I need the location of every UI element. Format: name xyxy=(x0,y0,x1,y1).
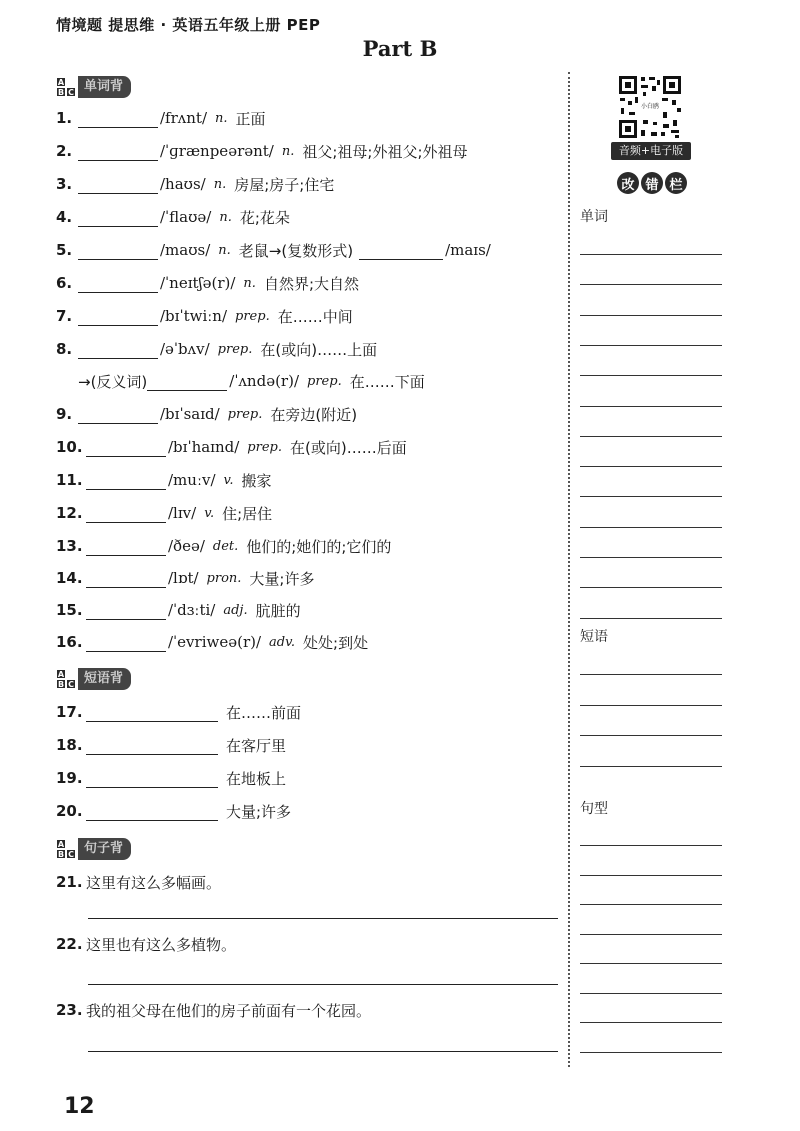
word-item-7 xyxy=(56,302,353,330)
qr-code-icon[interactable] xyxy=(617,74,683,140)
sentence-item-22 xyxy=(56,930,236,958)
meaning: 在地板上 xyxy=(226,769,287,788)
answer-blank[interactable] xyxy=(86,769,218,788)
meaning: 房屋;房子;住宅 xyxy=(234,175,335,194)
abc-letter-b: B xyxy=(57,679,65,689)
antonym-prefix: →(反义词) xyxy=(78,372,148,391)
meaning: 肮脏的 xyxy=(255,601,301,620)
phonetic: /bɪˈhaɪnd/ xyxy=(168,438,240,456)
part-of-speech: pron. xyxy=(206,570,242,586)
side-label-phrases: 短语 xyxy=(580,629,608,645)
item-number: 13. xyxy=(56,537,83,555)
item-number: 12. xyxy=(56,504,83,522)
abc-letter-c: C xyxy=(66,849,76,859)
abc-icon xyxy=(56,839,76,859)
side-label-sentences: 句型 xyxy=(580,801,608,817)
meaning: 在(或向)……后面 xyxy=(289,438,407,457)
abc-letter-a: A xyxy=(57,839,65,849)
meaning: 住;居住 xyxy=(222,504,273,523)
answer-blank[interactable] xyxy=(78,307,158,326)
item-number: 1. xyxy=(56,109,73,127)
item-number: 21. xyxy=(56,873,83,891)
phonetic: /haʊs/ xyxy=(160,175,206,193)
meaning: 搬家 xyxy=(241,471,272,490)
item-number: 7. xyxy=(56,307,73,325)
correction-title-char: 栏 xyxy=(665,172,687,194)
meaning: 在客厅里 xyxy=(226,736,287,755)
sentence-prompt: 我的祖父母在他们的房子前面有一个花园。 xyxy=(86,1001,372,1020)
phonetic: /lɪv/ xyxy=(168,504,197,522)
phonetic: /ˈɡrænpeərənt/ xyxy=(160,142,274,160)
abc-letter-b: B xyxy=(57,87,65,97)
part-of-speech: prep. xyxy=(227,406,263,422)
section-label-words: 单词背 xyxy=(78,76,131,98)
answer-blank[interactable] xyxy=(86,438,166,457)
word-item-5 xyxy=(56,236,499,264)
sentence-item-23 xyxy=(56,996,371,1024)
correction-writing-line[interactable] xyxy=(580,1052,722,1053)
item-number: 11. xyxy=(56,471,83,489)
antonym-meaning: 在……下面 xyxy=(349,372,425,391)
item-number: 20. xyxy=(56,802,83,820)
item-number: 16. xyxy=(56,633,83,651)
part-of-speech: n. xyxy=(215,110,228,126)
phonetic: /ðeə/ xyxy=(168,537,205,555)
phonetic: /əˈbʌv/ xyxy=(160,340,210,358)
item-number: 15. xyxy=(56,601,83,619)
phrase-item-19 xyxy=(56,764,286,792)
word-item-11 xyxy=(56,466,271,494)
sentence-item-21 xyxy=(56,868,221,896)
answer-blank[interactable] xyxy=(78,405,158,424)
correction-writing-line[interactable] xyxy=(580,284,722,285)
correction-writing-line[interactable] xyxy=(580,345,722,346)
phonetic: /bɪˈsaɪd/ xyxy=(160,405,220,423)
phonetic: /ˈdɜːti/ xyxy=(168,601,216,619)
answer-blank[interactable] xyxy=(86,736,218,755)
answer-blank[interactable] xyxy=(86,703,218,722)
phonetic: /maʊs/ xyxy=(160,241,211,259)
part-of-speech: n. xyxy=(213,176,227,192)
correction-writing-line[interactable] xyxy=(580,254,722,255)
part-of-speech: v. xyxy=(223,472,234,488)
phonetic: /lɒt/ xyxy=(168,569,199,587)
answer-blank[interactable] xyxy=(78,340,158,359)
part-of-speech: adv. xyxy=(269,634,296,650)
column-divider xyxy=(568,72,570,1067)
part-of-speech: prep. xyxy=(235,308,270,324)
answer-blank[interactable] xyxy=(78,142,158,161)
side-label-words: 单词 xyxy=(580,209,608,225)
correction-writing-line[interactable] xyxy=(580,436,722,437)
meaning: 正面 xyxy=(235,109,266,128)
correction-writing-line[interactable] xyxy=(580,557,722,558)
item-number: 4. xyxy=(56,208,73,226)
correction-writing-line[interactable] xyxy=(580,845,722,846)
part-of-speech: n. xyxy=(243,275,256,291)
word-item-6 xyxy=(56,269,359,297)
item-number: 23. xyxy=(56,1001,83,1019)
answer-blank[interactable] xyxy=(78,208,158,227)
meaning: 祖父;祖母;外祖父;外祖母 xyxy=(302,142,468,161)
correction-writing-line[interactable] xyxy=(580,766,722,767)
correction-writing-line[interactable] xyxy=(580,993,722,994)
correction-writing-line[interactable] xyxy=(580,735,722,736)
phrase-item-20 xyxy=(56,797,291,825)
answer-blank[interactable] xyxy=(78,274,158,293)
meaning: 他们的;她们的;它们的 xyxy=(246,537,392,556)
meaning: 自然界;大自然 xyxy=(263,274,359,293)
answer-blank[interactable] xyxy=(86,601,166,620)
page-number: 12 xyxy=(64,1094,95,1119)
plural-answer-blank[interactable] xyxy=(359,241,443,260)
item-number: 9. xyxy=(56,405,73,423)
correction-writing-line[interactable] xyxy=(580,527,722,528)
audio-ebook-label[interactable]: 音频+电子版 xyxy=(611,142,691,160)
meaning: 大量;许多 xyxy=(249,569,315,588)
answer-blank[interactable] xyxy=(86,569,166,588)
part-of-speech: n. xyxy=(281,143,295,159)
correction-writing-line[interactable] xyxy=(580,875,722,876)
correction-writing-line[interactable] xyxy=(580,315,722,316)
part-of-speech: adj. xyxy=(223,602,248,618)
phrase-item-18 xyxy=(56,731,286,759)
word-item-8 xyxy=(56,335,377,363)
item-number: 2. xyxy=(56,142,73,160)
word-item-10 xyxy=(56,433,407,461)
meaning: 大量;许多 xyxy=(226,802,292,821)
meaning: 老鼠→(复数形式) xyxy=(238,241,354,260)
page-title: Part B xyxy=(362,36,438,61)
word-item-2 xyxy=(56,137,468,165)
phonetic: /muːv/ xyxy=(168,471,216,489)
meaning: 在(或向)……上面 xyxy=(260,340,378,359)
qr-caption: 小白鸥 xyxy=(640,103,659,110)
answer-blank[interactable] xyxy=(86,802,218,821)
abc-icon xyxy=(56,669,76,689)
correction-column-title xyxy=(617,172,687,194)
correction-title-char: 改 xyxy=(617,172,639,194)
answer-blank[interactable] xyxy=(78,175,158,194)
abc-letter-b: B xyxy=(57,849,65,859)
phrase-item-17 xyxy=(56,698,301,726)
correction-writing-line[interactable] xyxy=(580,466,722,467)
abc-letter-c: C xyxy=(66,87,76,97)
part-of-speech: prep. xyxy=(247,439,282,455)
plural-phonetic: /maɪs/ xyxy=(445,241,491,259)
part-of-speech: det. xyxy=(212,538,239,554)
word-item-14 xyxy=(56,564,314,592)
section-badge-words xyxy=(56,76,131,98)
section-label-sentences: 句子背 xyxy=(78,838,131,860)
antonym-item xyxy=(78,367,425,395)
abc-letter-a: A xyxy=(57,77,65,87)
phonetic: /ˈevriweə(r)/ xyxy=(168,633,262,651)
part-of-speech: v. xyxy=(204,505,215,521)
word-item-15 xyxy=(56,596,301,624)
correction-writing-line[interactable] xyxy=(580,618,722,619)
item-number: 19. xyxy=(56,769,83,787)
item-number: 17. xyxy=(56,703,83,721)
antonym-answer-blank[interactable] xyxy=(147,372,227,391)
correction-writing-line[interactable] xyxy=(580,1022,722,1023)
word-item-9 xyxy=(56,400,357,428)
part-of-speech: n. xyxy=(219,209,232,225)
phonetic: /ˈneɪtʃə(r)/ xyxy=(160,274,236,292)
meaning: 在旁边(附近) xyxy=(270,405,358,424)
item-number: 22. xyxy=(56,935,83,953)
answer-blank[interactable] xyxy=(86,537,166,556)
abc-letter-a: A xyxy=(57,669,65,679)
sentence-answer-line-21[interactable] xyxy=(88,918,558,919)
phonetic: /ˈflaʊə/ xyxy=(160,208,212,226)
answer-blank[interactable] xyxy=(78,241,158,260)
phonetic: /frʌnt/ xyxy=(160,109,207,127)
item-number: 6. xyxy=(56,274,73,292)
correction-writing-line[interactable] xyxy=(580,587,722,588)
part-of-speech: n. xyxy=(218,242,231,258)
correction-writing-line[interactable] xyxy=(580,406,722,407)
abc-letter-c: C xyxy=(66,679,76,689)
correction-writing-line[interactable] xyxy=(580,496,722,497)
correction-writing-line[interactable] xyxy=(580,705,722,706)
correction-title-char: 错 xyxy=(641,172,663,194)
item-number: 10. xyxy=(56,438,83,456)
abc-icon xyxy=(56,77,76,97)
part-of-speech: prep. xyxy=(217,341,253,357)
sentence-prompt: 这里有这么多幅画。 xyxy=(86,873,222,892)
correction-writing-line[interactable] xyxy=(580,904,722,905)
word-item-16 xyxy=(56,628,368,656)
sentence-answer-line-22[interactable] xyxy=(88,984,558,985)
section-badge-phrases xyxy=(56,668,131,690)
word-item-1 xyxy=(56,104,266,132)
word-item-3 xyxy=(56,170,334,198)
phonetic: /bɪˈtwiːn/ xyxy=(160,307,228,325)
sentence-prompt: 这里也有这么多植物。 xyxy=(86,935,237,954)
word-item-4 xyxy=(56,203,290,231)
word-item-13 xyxy=(56,532,391,560)
meaning: 在……前面 xyxy=(226,703,302,722)
item-number: 3. xyxy=(56,175,73,193)
section-label-phrases: 短语背 xyxy=(78,668,131,690)
meaning: 处处;到处 xyxy=(303,633,369,652)
answer-blank[interactable] xyxy=(86,471,166,490)
item-number: 5. xyxy=(56,241,73,259)
antonym-part-of-speech: prep. xyxy=(307,373,342,389)
meaning: 在……中间 xyxy=(277,307,353,326)
correction-writing-line[interactable] xyxy=(580,934,722,935)
word-item-12 xyxy=(56,499,272,527)
section-badge-sentences xyxy=(56,838,131,860)
item-number: 8. xyxy=(56,340,73,358)
answer-blank[interactable] xyxy=(86,633,166,652)
correction-writing-line[interactable] xyxy=(580,963,722,964)
book-header: 情境题 提思维 · 英语五年级上册 PEP xyxy=(56,16,321,34)
correction-writing-line[interactable] xyxy=(580,375,722,376)
meaning: 花;花朵 xyxy=(239,208,290,227)
item-number: 18. xyxy=(56,736,83,754)
antonym-phonetic: /ˈʌndə(r)/ xyxy=(229,372,300,390)
answer-blank[interactable] xyxy=(86,504,166,523)
answer-blank[interactable] xyxy=(78,109,158,128)
sentence-answer-line-23[interactable] xyxy=(88,1051,558,1052)
correction-writing-line[interactable] xyxy=(580,674,722,675)
item-number: 14. xyxy=(56,569,83,587)
